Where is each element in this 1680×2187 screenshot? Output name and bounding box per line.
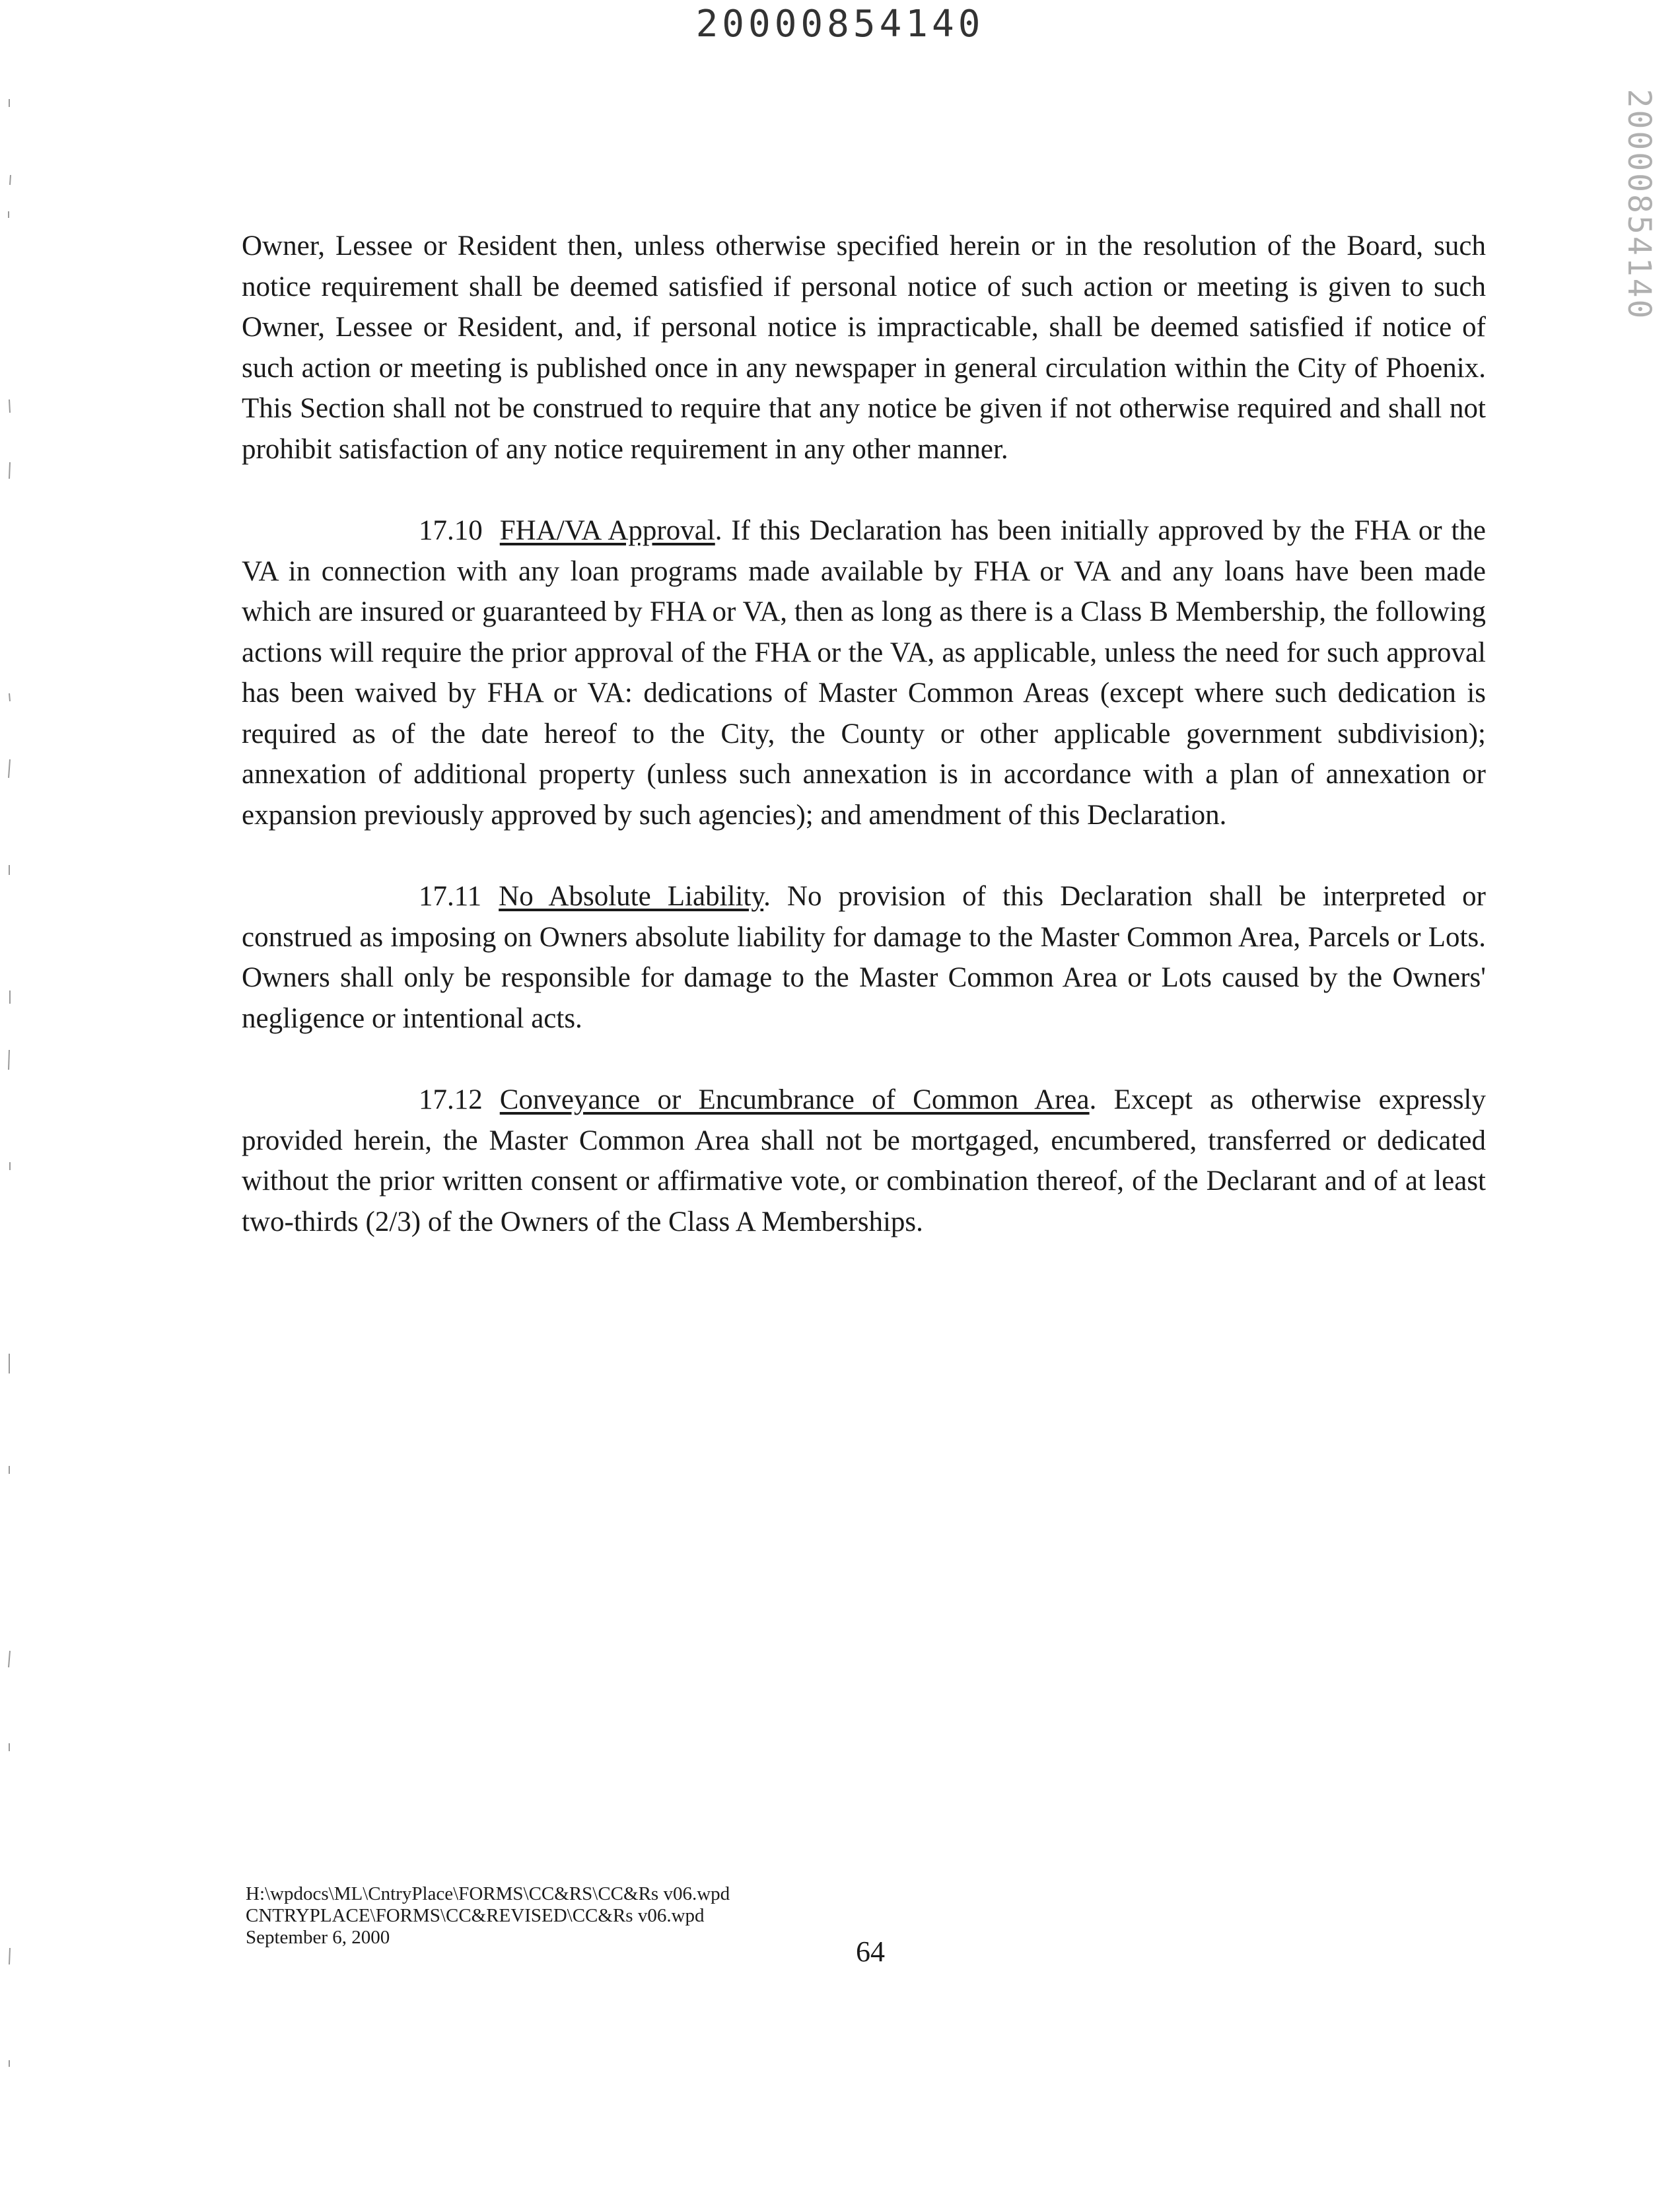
section-text: . If this Declaration has been initially approved by the FHA or the VA in connection with any loan programs made available by FHA or VA and any loans have been made which are insured or guaranteed by FHA or VA, then as long as there is a Class B Membership, the following actions will require the prior approval of the FHA or the VA, as applicable, unless the need for such approval has been waived by FHA or VA: dedications of Master Common Areas (except where such dedication is required as of the date hereof to the City, the County or other applicable government subdivision); annexation of additional property (unless such annexation is in accordance with a plan of annexation or expansion previously approved by such agencies); and amendment of this Declaration. — [242, 515, 1486, 831]
footer-path-1: H:\wpdocs\ML\CntryPlace\FORMS\CC&RS\CC&Rs v06.wpd — [246, 1883, 730, 1904]
section-number: 17.12 — [419, 1084, 483, 1115]
section-title: No Absolute Liability — [499, 881, 764, 912]
paragraph-continuation — [242, 226, 1486, 469]
section-17-12 — [242, 1080, 1486, 1242]
footer-date: September 6, 2000 — [246, 1927, 390, 1948]
section-title: Conveyance or Encumbrance of Common Area — [499, 1084, 1090, 1115]
side-stamp-text: 20000854140 — [1621, 88, 1658, 321]
section-17-11 — [242, 876, 1486, 1039]
document-body — [242, 226, 1486, 1283]
side-stamp — [1593, 86, 1680, 324]
section-text: . No provision of this Declaration shall be interpreted or construed as imposing on Owners absolute liability for damage to the Master Common Area, Parcels or Lots. Owners shall only be responsible for damage to the Master Common Area or Lots caused by the Owners' negligence or intentional acts. — [242, 881, 1486, 1034]
document-number: 20000854140 — [695, 3, 985, 46]
scan-edge-marks — [0, 0, 26, 2187]
footer-file-paths — [246, 1883, 730, 1949]
footer-path-2: CNTRYPLACE\FORMS\CC&REVISED\CC&Rs v06.wpd — [246, 1905, 705, 1926]
section-title: FHA/VA Approval — [499, 515, 715, 546]
section-text: . Except as otherwise expressly provided herein, the Master Common Area shall not be mortgaged, encumbered, transferred or dedicated without the prior written consent or affirmative vote, or combination thereof, of the Declarant and of at least two-thirds (2/3) of the Owners of the Class A Memberships. — [242, 1084, 1486, 1237]
section-number: 17.10 — [419, 515, 483, 546]
paragraph-text: Owner, Lessee or Resident then, unless otherwise specified herein or in the resolution of the Board, such notice requirement shall be deemed satisfied if personal notice of such action or meeting is given to such Owner, Lessee or Resident, and, if personal notice is impracticable, shall be deemed satisfied if notice of such action or meeting is published once in any newspaper in general circulation within the City of Phoenix. This Section shall not be construed to require that any notice be given if not otherwise required and shall not prohibit satisfaction of any notice requirement in any other manner. — [242, 230, 1486, 465]
page-number: 64 — [856, 1935, 885, 1968]
section-number: 17.11 — [419, 881, 482, 912]
section-17-10 — [242, 510, 1486, 835]
